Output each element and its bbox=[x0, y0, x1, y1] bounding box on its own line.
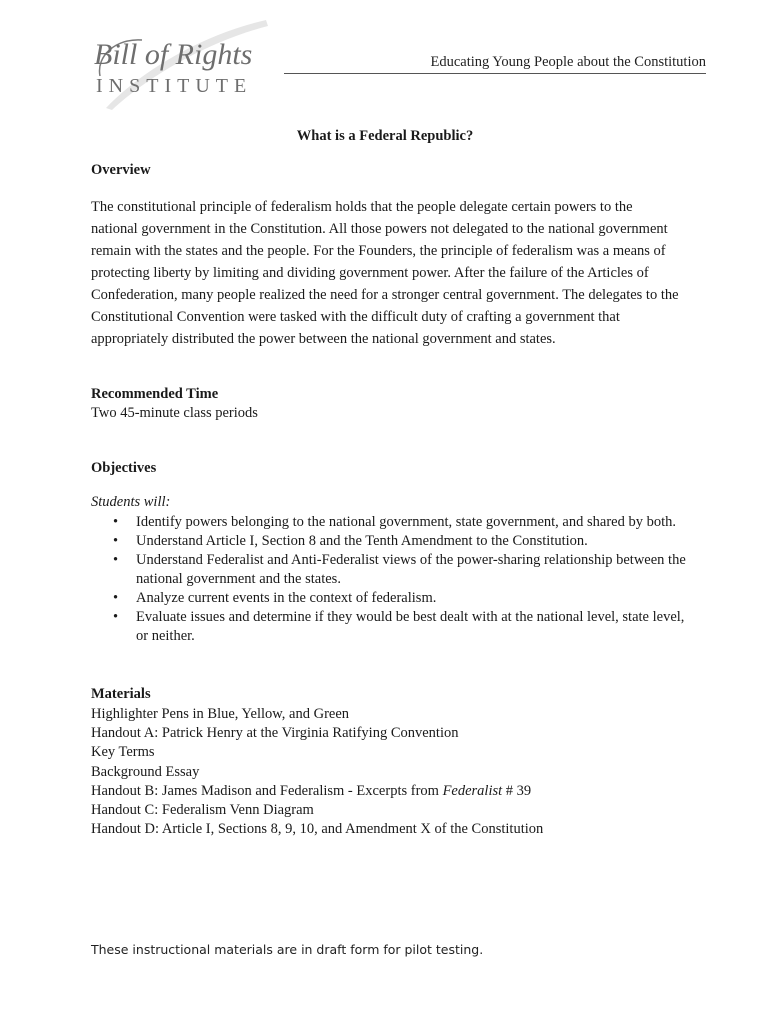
recommended-time-text: Two 45-minute class periods bbox=[91, 405, 258, 421]
material-item: Handout D: Article I, Sections 8, 9, 10, and Amendment X of the Constitution bbox=[91, 821, 544, 838]
objective-item bbox=[91, 532, 691, 551]
logo-script-text: Bill of Rights bbox=[94, 38, 253, 71]
objectives-heading: Objectives bbox=[91, 460, 157, 476]
recommended-time-heading: Recommended Time bbox=[91, 386, 219, 402]
material-b-italic: Federalist bbox=[442, 782, 503, 799]
material-b-suffix: # 39 bbox=[502, 782, 532, 799]
material-item: Background Essay bbox=[91, 763, 200, 780]
objectives-list bbox=[91, 513, 691, 646]
objectives-intro: Students will: bbox=[91, 494, 171, 510]
logo-graphic bbox=[86, 16, 276, 112]
materials-heading: Materials bbox=[91, 686, 151, 702]
bullet-icon: • bbox=[113, 514, 119, 530]
material-b-prefix: Handout B: James Madison and Federalism - Excerpts from bbox=[91, 782, 443, 799]
objective-text: Analyze current events in the context of federalism. bbox=[136, 590, 437, 606]
header-tagline: Educating Young People about the Constitution bbox=[430, 54, 706, 70]
bullet-icon: • bbox=[113, 590, 119, 606]
bullet-icon: • bbox=[113, 609, 119, 625]
objective-text: Identify powers belonging to the national government, state government, and shared by both. bbox=[136, 514, 676, 530]
bullet-icon: • bbox=[113, 533, 119, 549]
overview-paragraph: The constitutional principle of federalism holds that the people delegate certain powers to the national government in the Constitution. All those powers not delegated to the national government remain with the states and the people. For the Founders, the principle of federalism was a means of protecting liberty by limiting and dividing government power. After the failure of the Articles of Confederation, many people realized the need for a stronger central government. The delegates to the Constitutional Convention were tasked with the difficult duty of crafting a government that appropriately distributed the power between the national government and states. bbox=[91, 199, 679, 347]
page-title: What is a Federal Republic? bbox=[296, 128, 474, 144]
objective-item bbox=[91, 589, 691, 608]
objective-item bbox=[91, 513, 691, 532]
objective-item bbox=[91, 551, 691, 589]
material-item bbox=[91, 782, 543, 801]
material-item: Highlighter Pens in Blue, Yellow, and Green bbox=[91, 706, 350, 722]
footer-note: These instructional materials are in draft form for pilot testing. bbox=[91, 942, 484, 957]
materials-list bbox=[91, 705, 543, 839]
overview-heading: Overview bbox=[91, 162, 151, 178]
material-item: Handout A: Patrick Henry at the Virginia Ratifying Convention bbox=[91, 725, 459, 742]
header-rule bbox=[284, 73, 706, 74]
material-item: Key Terms bbox=[91, 744, 155, 761]
objective-item bbox=[91, 608, 691, 646]
bill-of-rights-institute-logo bbox=[86, 16, 276, 112]
logo-institute-text: INSTITUTE bbox=[96, 75, 253, 97]
material-item: Handout C: Federalism Venn Diagram bbox=[91, 802, 314, 819]
objective-text: Understand Article I, Section 8 and the Tenth Amendment to the Constitution. bbox=[136, 533, 588, 549]
objective-text: Evaluate issues and determine if they would be best dealt with at the national level, state level, or neither. bbox=[136, 609, 685, 644]
objective-text: Understand Federalist and Anti-Federalist views of the power-sharing relationship between the national government and the states. bbox=[136, 552, 686, 587]
bullet-icon: • bbox=[113, 552, 119, 568]
